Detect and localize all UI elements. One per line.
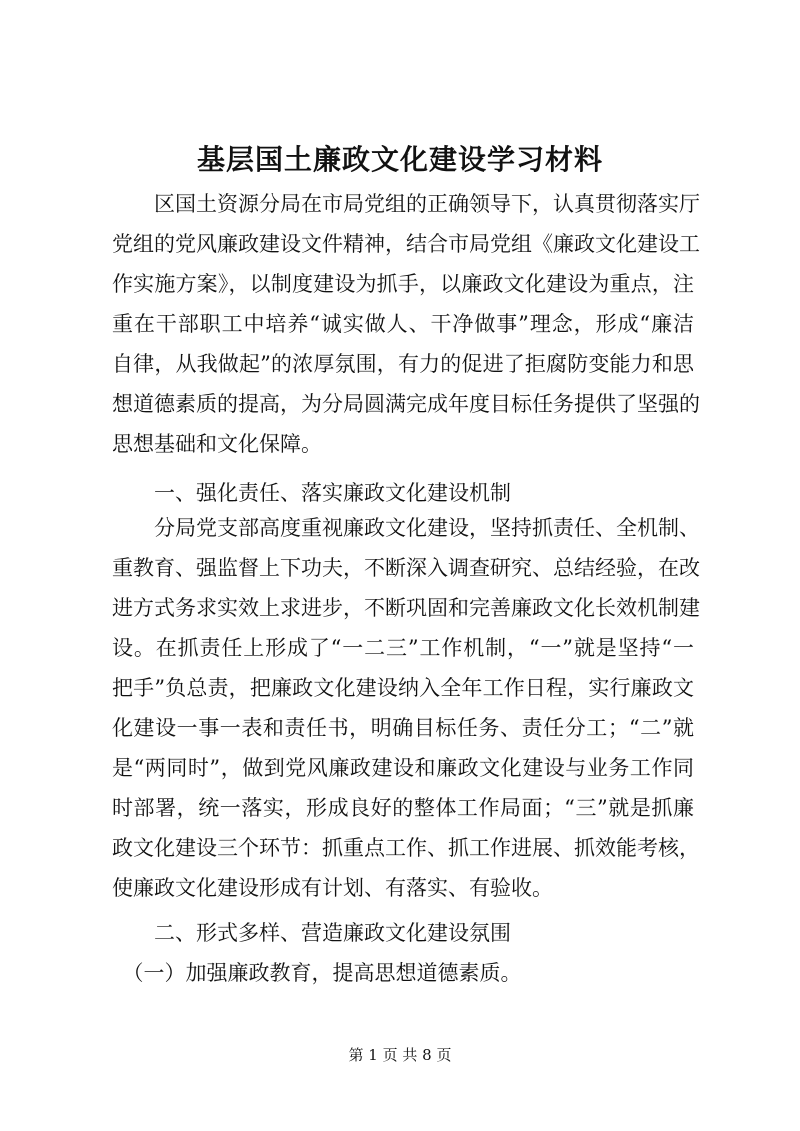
- text-line: 重在干部职工中培养“诚实做人、干净做事”理念，形成“廉洁: [112, 312, 694, 336]
- text-line: 作实施方案》，以制度建设为抓手，以廉政文化建设为重点，注: [112, 272, 694, 296]
- text-line: 时部署，统一落实，形成良好的整体工作局面；“三”就是抓廉: [112, 796, 694, 820]
- section-heading: 一、强化责任、落实廉政文化建设机制: [112, 481, 511, 505]
- text-line: 思想基础和文化保障。: [112, 432, 322, 456]
- text-line: 分局党支部高度重视廉政文化建设，坚持抓责任、全机制、: [112, 516, 700, 540]
- text-line: 想道德素质的提高，为分局圆满完成年度目标任务提供了坚强的: [112, 392, 700, 416]
- subsection-heading: （一）加强廉政教育，提高思想道德素质。: [112, 961, 522, 985]
- document-title: 基层国土廉政文化建设学习材料: [196, 143, 603, 176]
- text-line: 把手”负总责，把廉政文化建设纳入全年工作日程，实行廉政文: [112, 676, 694, 700]
- text-line: 区国土资源分局在市局党组的正确领导下，认真贯彻落实厅: [112, 192, 700, 216]
- text-line: 是“两同时”，做到党风廉政建设和廉政文化建设与业务工作同: [112, 756, 694, 780]
- text-line: 党组的党风廉政建设文件精神，结合市局党组《廉政文化建设工: [112, 232, 700, 256]
- text-line: 使廉政文化建设形成有计划、有落实、有验收。: [112, 876, 553, 900]
- text-line: 化建设一事一表和责任书，明确目标任务、责任分工；“二”就: [112, 716, 694, 740]
- text-line: 设。在抓责任上形成了“一二三”工作机制，“一”就是坚持“一: [112, 636, 694, 660]
- text-line: 进方式务求实效上求进步，不断巩固和完善廉政文化长效机制建: [112, 596, 700, 620]
- page-footer: 第 1 页 共 8 页: [348, 1046, 452, 1064]
- text-line: 政文化建设三个环节：抓重点工作、抓工作进展、抓效能考核，: [112, 836, 700, 860]
- text-line: 重教育、强监督上下功夫，不断深入调查研究、总结经验，在改: [112, 556, 700, 580]
- text-line: 自律，从我做起”的浓厚氛围，有力的促进了拒腐防变能力和思: [112, 352, 694, 376]
- section-heading: 二、形式多样、营造廉政文化建设氛围: [112, 921, 511, 945]
